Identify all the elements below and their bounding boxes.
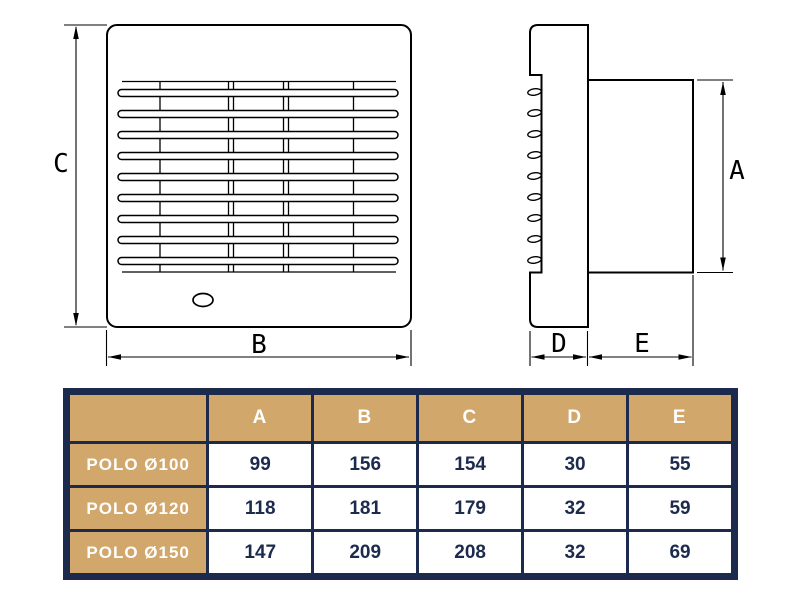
dimension-value: 118 (209, 488, 311, 529)
col-header-e: E (629, 395, 731, 441)
dimension-value: 30 (524, 444, 626, 485)
dimension-value: 32 (524, 532, 626, 573)
shutter-louvres (527, 88, 541, 264)
col-header-a: A (209, 395, 311, 441)
grille-slats (118, 90, 398, 265)
duct-outline (588, 80, 693, 273)
dimensions-table (63, 388, 738, 580)
dimension-value: 208 (419, 532, 521, 573)
col-header-b: B (314, 395, 416, 441)
row-label: POLO Ø120 (70, 488, 206, 529)
row-label: POLO Ø100 (70, 444, 206, 485)
corner-cell (70, 395, 206, 441)
dimensions-table-wrap (63, 388, 738, 580)
dim-label-e: E (634, 329, 650, 359)
dim-label-a: A (729, 156, 745, 186)
dimension-a (697, 80, 733, 273)
dimension-value: 181 (314, 488, 416, 529)
dimension-value: 154 (419, 444, 521, 485)
col-header-c: C (419, 395, 521, 441)
side-view (527, 25, 693, 327)
dim-label-d: D (551, 329, 567, 359)
dimension-value: 59 (629, 488, 731, 529)
table-row (70, 488, 731, 529)
table-row (70, 444, 731, 485)
header-row (70, 395, 731, 441)
col-header-d: D (524, 395, 626, 441)
dimension-value: 55 (629, 444, 731, 485)
row-label: POLO Ø150 (70, 532, 206, 573)
dim-label-b: B (251, 330, 267, 360)
table-row (70, 532, 731, 573)
dimension-value: 156 (314, 444, 416, 485)
dimension-value: 32 (524, 488, 626, 529)
front-view (107, 25, 411, 327)
dimension-value: 99 (209, 444, 311, 485)
dimension-value: 147 (209, 532, 311, 573)
dimension-value: 209 (314, 532, 416, 573)
dimension-value: 179 (419, 488, 521, 529)
dimension-value: 69 (629, 532, 731, 573)
dimension-c (64, 25, 107, 327)
dim-label-c: C (53, 149, 69, 179)
